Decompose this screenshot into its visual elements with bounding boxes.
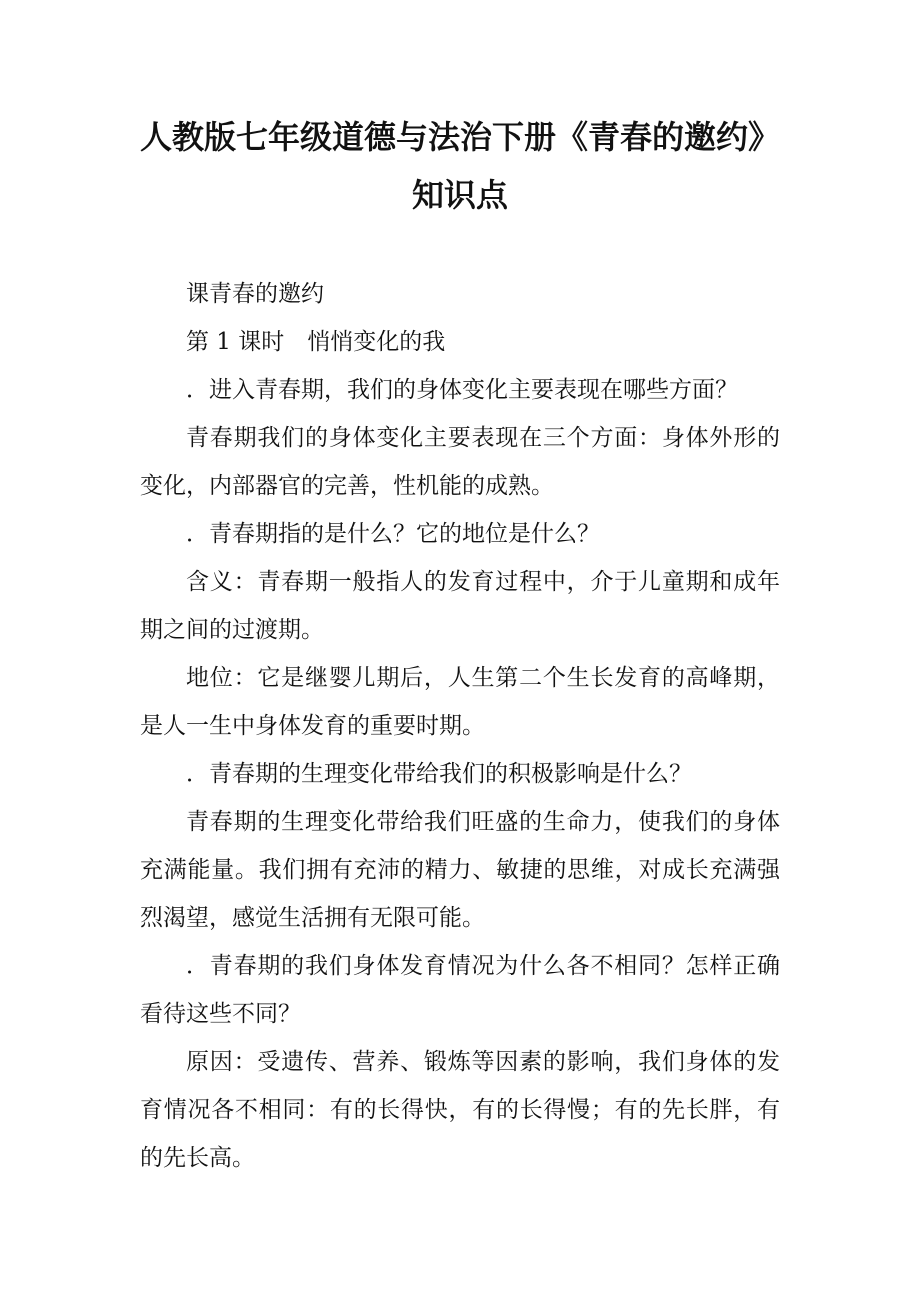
- document-title: [120, 108, 800, 224]
- answer-paragraph: 含义：青春期一般指人的发育过程中，介于儿童期和成年期之间的过渡期。: [140, 569, 780, 643]
- answer-paragraph: 原因：受遗传、营养、锻炼等因素的影响，我们身体的发育情况各不相同：有的长得快，有的长得慢；有的先长胖，有的先长高。: [140, 1049, 780, 1171]
- answer-paragraph: 地位：它是继婴儿期后，人生第二个生长发育的高峰期，是人一生中身体发育的重要时期。: [140, 665, 780, 739]
- title-line-1: 人教版七年级道德与法治下册《青春的邀约》: [139, 118, 780, 156]
- section-heading: 第 1 课时 悄悄变化的我: [186, 329, 446, 355]
- question-paragraph: ．青春期的我们身体发育情况为什么各不相同？怎样正确看待这些不同？: [140, 953, 780, 1027]
- lesson-heading: 课青春的邀约: [186, 281, 324, 307]
- document-body: [140, 270, 780, 1182]
- question-paragraph: ．青春期的生理变化带给我们的积极影响是什么？: [186, 761, 692, 787]
- answer-paragraph: 青春期的生理变化带给我们旺盛的生命力，使我们的身体充满能量。我们拥有充沛的精力、敏捷的思维，对成长充满强烈渴望，感觉生活拥有无限可能。: [140, 809, 780, 931]
- question-paragraph: ．青春期指的是什么？它的地位是什么？: [186, 521, 600, 547]
- title-line-2: 知识点: [411, 176, 508, 214]
- answer-paragraph: 青春期我们的身体变化主要表现在三个方面：身体外形的变化，内部器官的完善，性机能的成熟。: [140, 425, 780, 499]
- question-paragraph: ．进入青春期，我们的身体变化主要表现在哪些方面？: [186, 377, 738, 403]
